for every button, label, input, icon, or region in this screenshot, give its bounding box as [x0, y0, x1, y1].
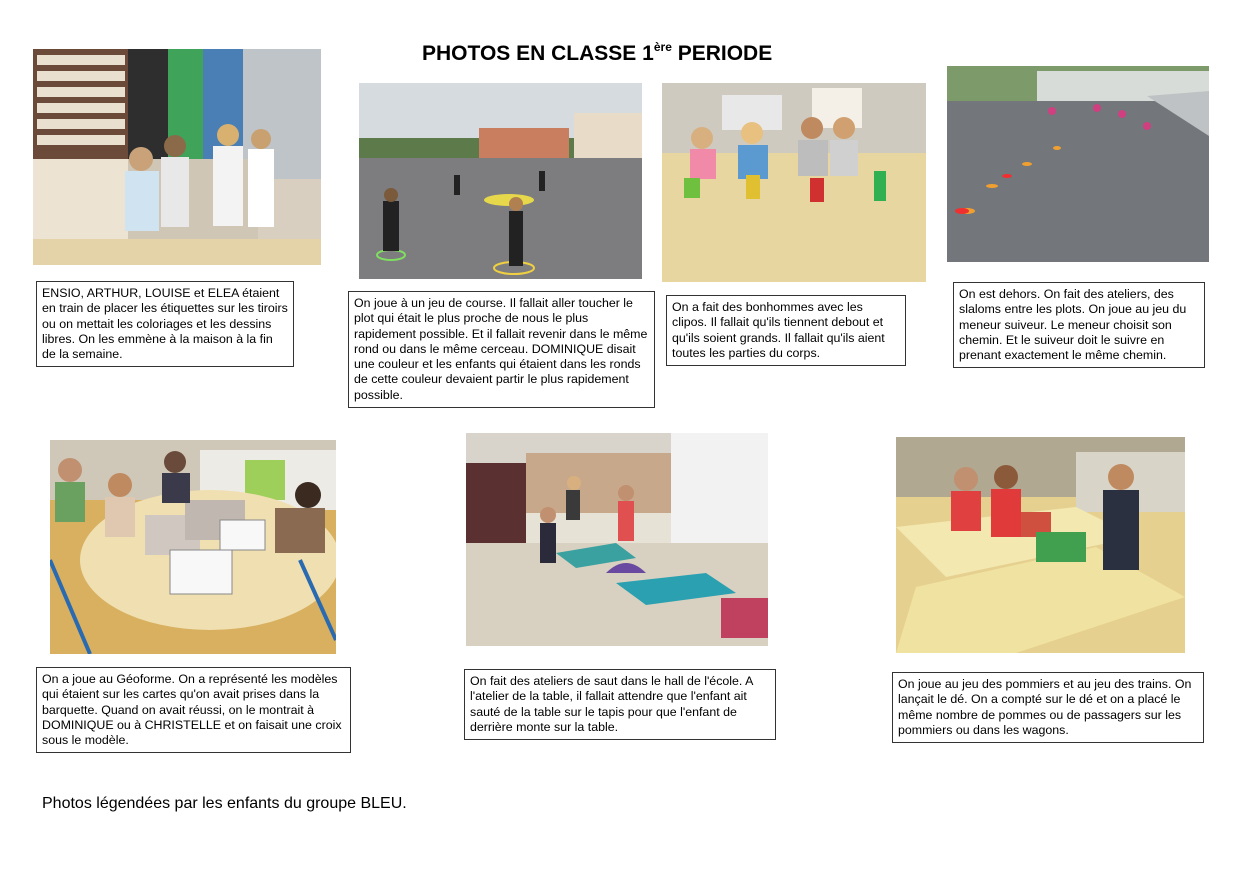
photo-clipos — [662, 83, 926, 282]
photo-pommiers — [896, 437, 1185, 653]
caption-running-game: On joue à un jeu de course. Il fallait aller toucher le plot qui était le plus proche de nous le plus rapidement possible. Et il fallait revenir dans le même rond ou dans le même cerceau. DOMINIQUE disait une couleur et les enfants qui étaient dans les ronds de cette couleur devaient partir le plus rapidement possible. — [348, 291, 655, 408]
photo-slalom — [947, 66, 1209, 262]
caption-hall-jumping: On fait des ateliers de saut dans le hall de l'école. A l'atelier de la table, il fallait attendre que l'enfant ait sauté de la table sur le tapis pour que l'enfant de derrière monte sur la table. — [464, 669, 776, 740]
photo-drawers — [33, 49, 321, 265]
photo-hall-jumping — [466, 433, 768, 646]
caption-geoforme: On a joue au Géoforme. On a représenté les modèles qui étaient sur les cartes qu'on avait prises dans la barquette. Quand on avait réussi, on le montrait à DOMINIQUE ou à CHRISTELLE et on faisait une croix sous le modèle. — [36, 667, 351, 753]
caption-pommiers: On joue au jeu des pommiers et au jeu des trains. On lançait le dé. On a compté sur le dé et on a placé le même nombre de pommes ou de passagers sur les pommiers ou dans les wagons. — [892, 672, 1204, 743]
caption-slalom: On est dehors. On fait des ateliers, des slaloms entre les plots. On joue au jeu du meneur suiveur. Le meneur choisit son chemin. Et le suiveur doit le suivre en prenant exactement le même chemin. — [953, 282, 1205, 368]
photo-running-game — [359, 83, 642, 279]
footer-note: Photos légendées par les enfants du groupe BLEU. — [42, 795, 407, 812]
caption-clipos: On a fait des bonhommes avec les clipos. Il fallait qu'ils tiennent debout et qu'ils soient grands. Il fallait qu'ils aient toutes les parties du corps. — [666, 295, 906, 366]
photo-geoforme — [50, 440, 336, 654]
caption-drawers: ENSIO, ARTHUR, LOUISE et ELEA étaient en train de placer les étiquettes sur les tiroirs ou on mettait les coloriages et les dessins libres. On les emmène à la maison à la fin de la semaine. — [36, 281, 294, 367]
page-title: PHOTOS EN CLASSE 1ère PERIODE — [422, 40, 773, 65]
